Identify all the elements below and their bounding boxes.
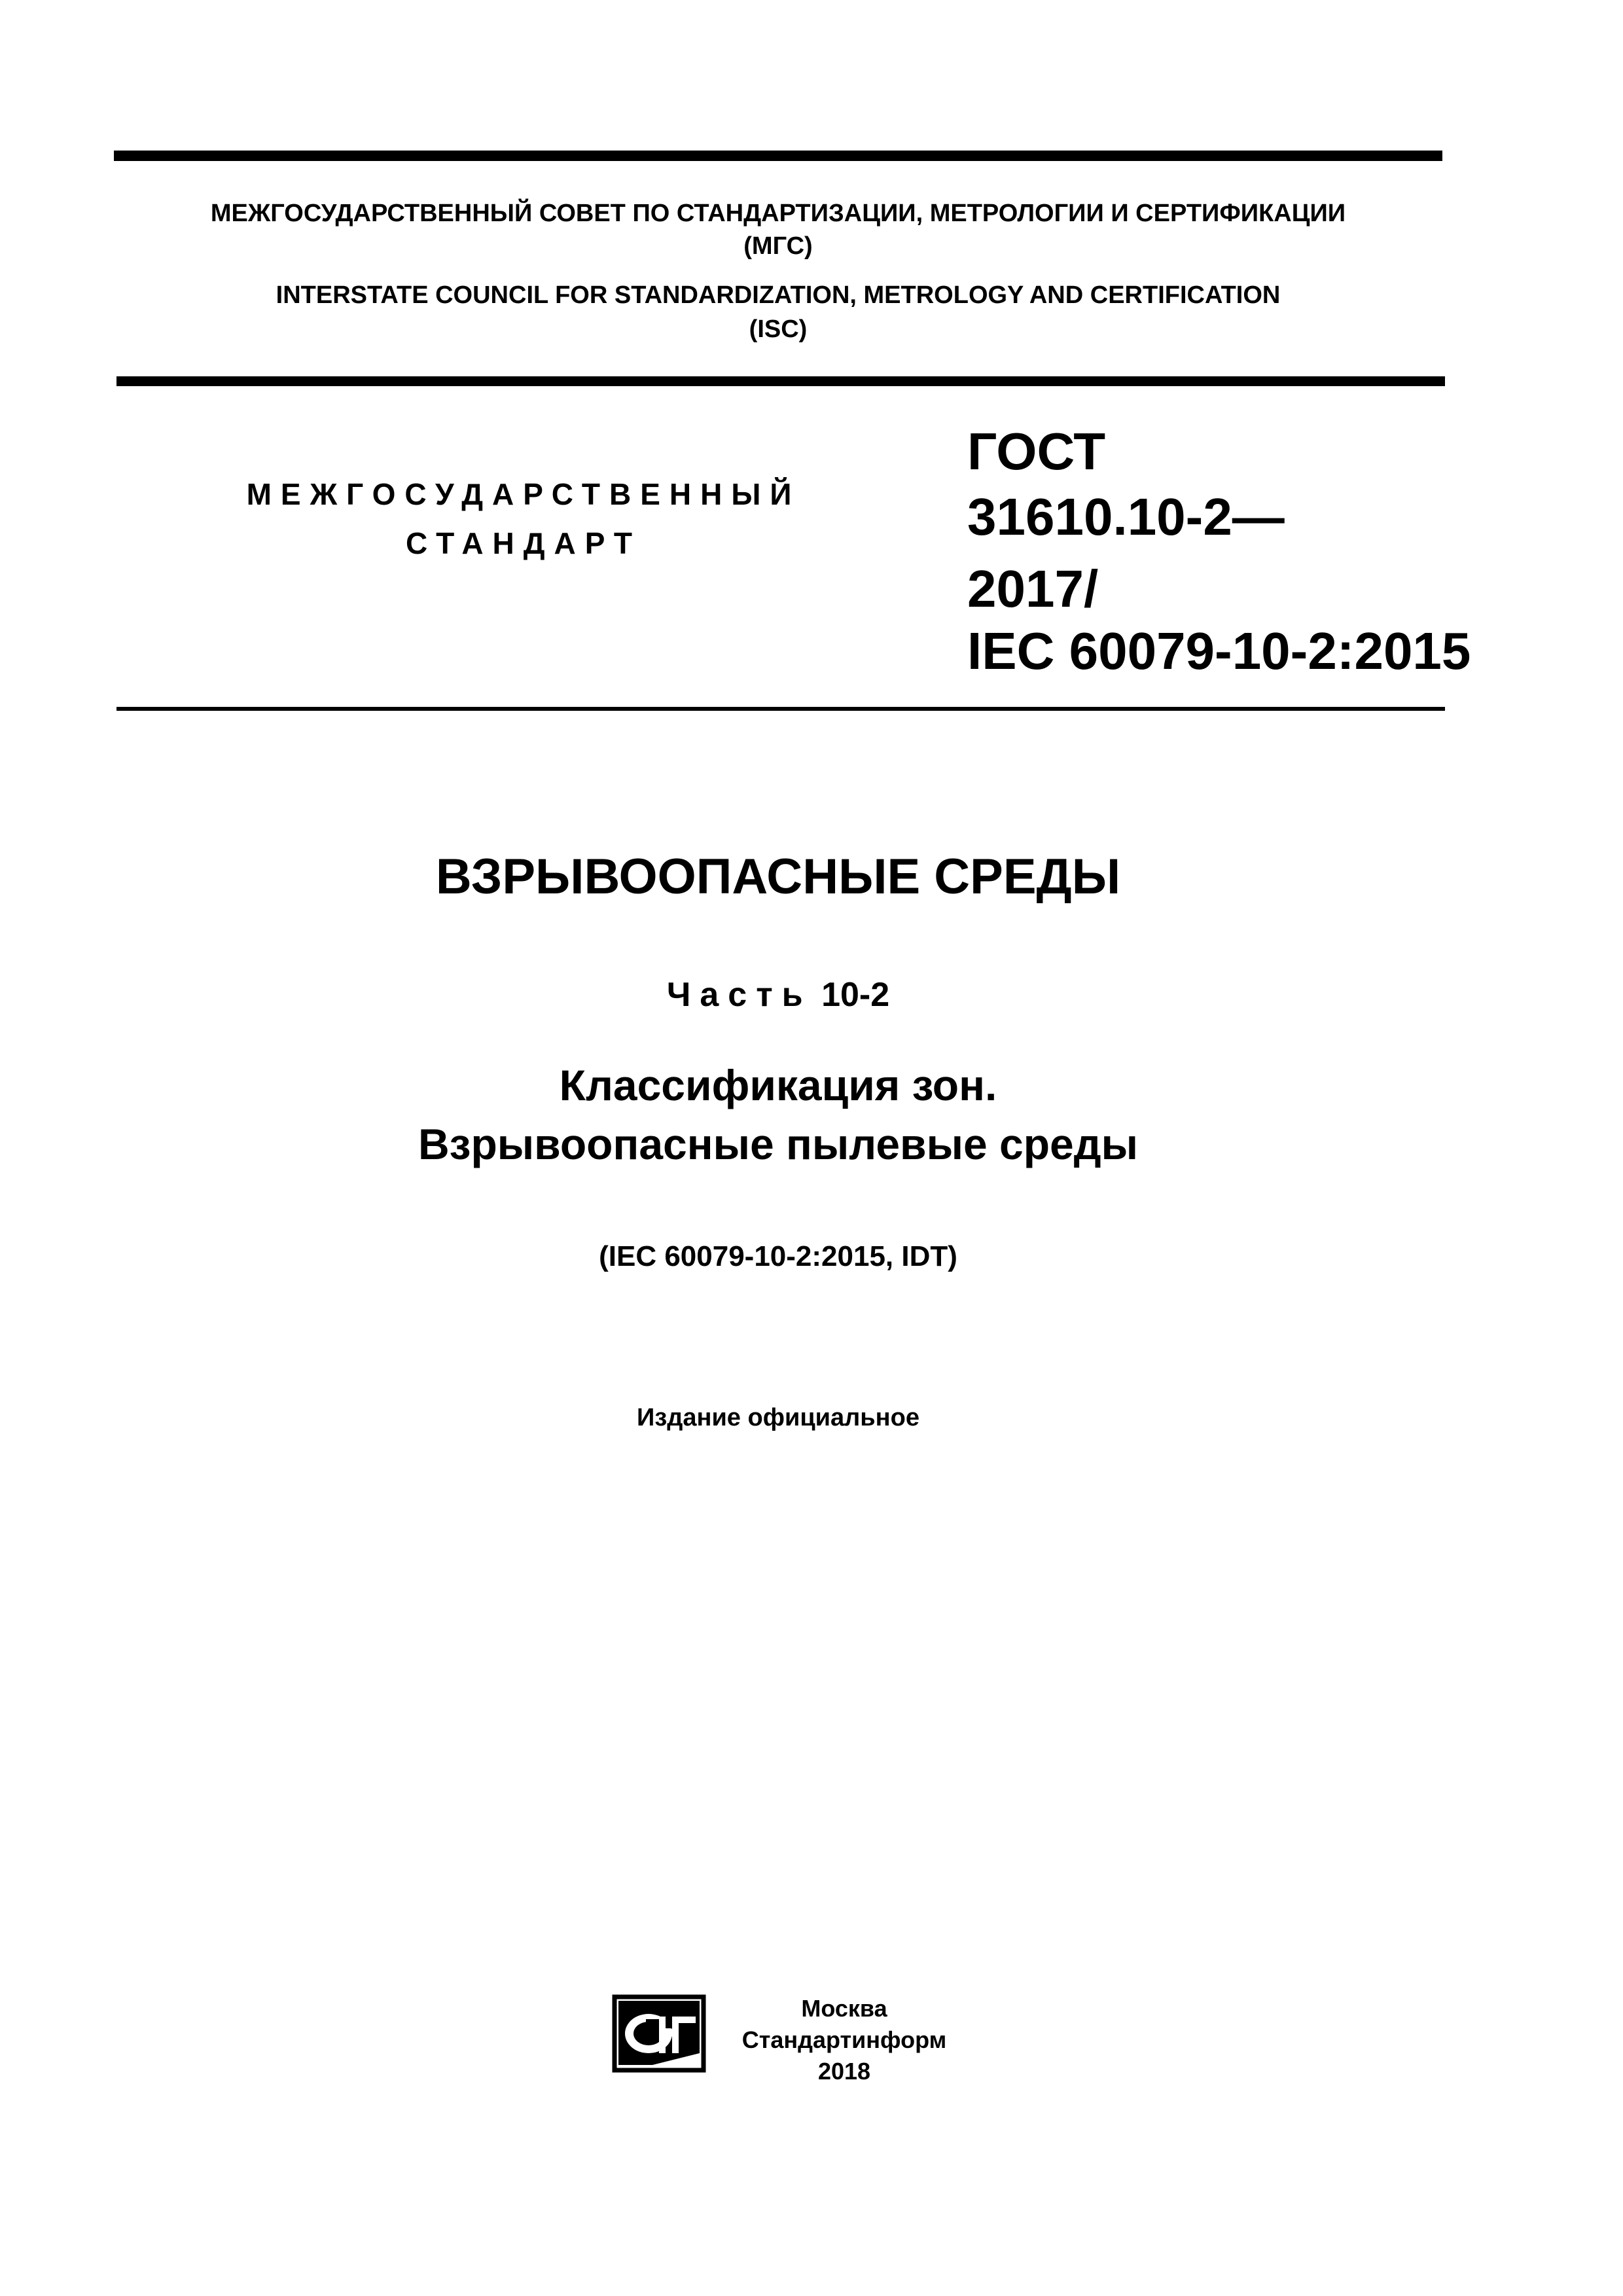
standard-label-line1: МЕЖГОСУДАРСТВЕННЫЙ	[246, 477, 801, 511]
council-abbr-ru: (МГС)	[743, 232, 813, 260]
gost-designation-line1: ГОСТ	[967, 422, 1106, 480]
thin-rule	[116, 707, 1445, 711]
document-title: ВЗРЫВООПАСНЫЕ СРЕДЫ	[435, 849, 1121, 905]
council-name-en: INTERSTATE COUNCIL FOR STANDARDIZATION, METROLOGY AND CERTIFICATION	[276, 281, 1281, 309]
publisher-city: Москва	[801, 1995, 887, 2022]
publication-year: 2018	[817, 2058, 871, 2085]
gost-designation-line3: 2017/	[967, 560, 1099, 618]
part-heading	[114, 972, 1442, 1018]
gost-designation-line2: 31610.10-2—	[967, 488, 1285, 546]
publisher-name: Стандартинформ	[741, 2026, 947, 2053]
standard-label-line2: СТАНДАРТ	[406, 526, 641, 560]
gost-designation-line4: IEC 60079-10-2:2015	[967, 622, 1471, 680]
subtitle-line2: Взрывоопасные пылевые среды	[418, 1120, 1138, 1168]
council-abbr-en: (ISC)	[749, 315, 808, 343]
edition-note: Издание официальное	[637, 1404, 919, 1431]
part-word: Часть	[666, 976, 812, 1014]
standartinform-logo-icon	[612, 1993, 707, 2075]
iec-reference: (IEC 60079-10-2:2015, IDT)	[599, 1240, 957, 1272]
middle-rule	[116, 376, 1445, 386]
subtitle-line1: Классификация зон.	[559, 1061, 997, 1109]
top-rule	[114, 151, 1442, 161]
council-name-ru: МЕЖГОСУДАРСТВЕННЫЙ СОВЕТ ПО СТАНДАРТИЗАЦИИ, МЕТРОЛОГИИ И СЕРТИФИКАЦИИ	[210, 200, 1346, 227]
part-number: 10-2	[821, 976, 890, 1014]
